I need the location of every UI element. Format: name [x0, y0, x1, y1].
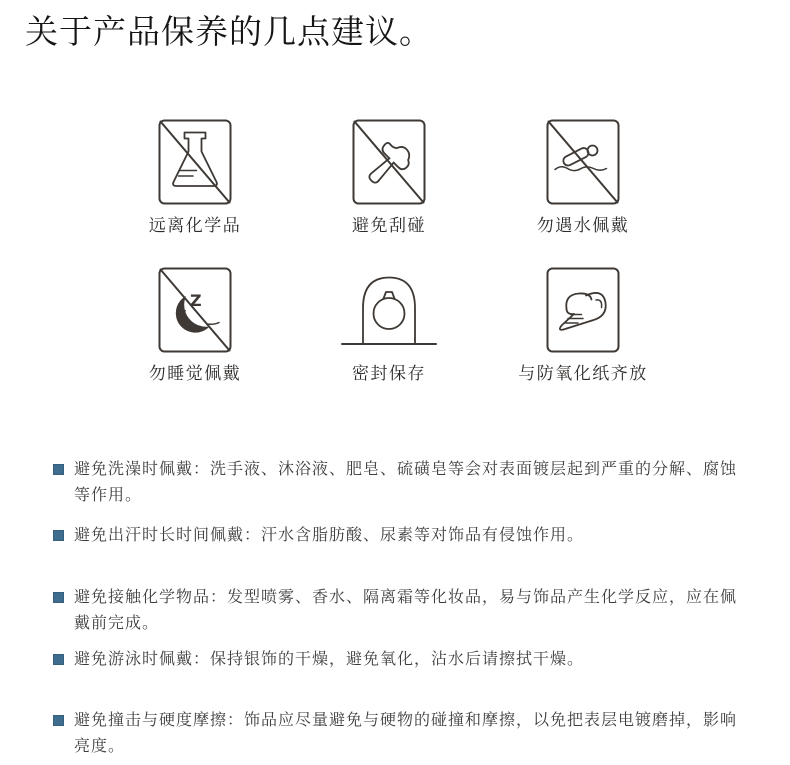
care-icon-cell-antioxidation-paper	[486, 267, 680, 384]
care-icon-label: 避免刮碰	[352, 216, 426, 235]
care-icon-label: 与防氧化纸齐放	[518, 364, 648, 383]
no-water-wear-icon	[546, 119, 620, 205]
care-note-text: 避免洗澡时佩戴：洗手液、沐浴液、肥皂、硫磺皂等会对表面镀层起到严重的分解、腐蚀等作用。	[74, 461, 738, 504]
no-scratch-icon	[352, 119, 426, 205]
care-icon-label: 密封保存	[352, 364, 426, 383]
care-icon-cell-no-water	[486, 119, 680, 236]
care-icon-cell-no-scratch	[292, 119, 486, 236]
care-note	[53, 647, 743, 673]
care-icon-grid	[98, 119, 680, 384]
bullet-square-icon	[53, 715, 64, 726]
no-sleep-wear-icon	[158, 267, 232, 353]
care-icon-label: 远离化学品	[148, 216, 242, 235]
page-title: 关于产品保养的几点建议。	[25, 13, 433, 50]
sleep-z-small-glyph: z	[181, 308, 187, 318]
care-note	[53, 523, 743, 549]
care-icon-cell-no-chemicals	[98, 119, 292, 236]
care-notes-list	[53, 457, 743, 760]
care-note	[53, 585, 743, 637]
sealed-storage-icon	[339, 267, 439, 353]
no-chemicals-icon	[158, 119, 232, 205]
bullet-square-icon	[53, 530, 64, 541]
care-note-text: 避免出汗时长时间佩戴：汗水含脂肪酸、尿素等对饰品有侵蚀作用。	[74, 527, 585, 544]
care-note-text: 避免撞击与硬度摩擦：饰品应尽量避免与硬物的碰撞和摩擦，以免把表层电镀磨掉，影响亮度。	[74, 712, 738, 755]
care-note	[53, 457, 743, 509]
bullet-square-icon	[53, 592, 64, 603]
care-icon-cell-no-sleep	[98, 267, 292, 384]
care-icon-label: 勿睡觉佩戴	[148, 364, 242, 383]
sleep-z-glyph: Z	[190, 291, 202, 310]
care-icon-cell-sealed	[292, 267, 486, 384]
bullet-square-icon	[53, 464, 64, 475]
care-icon-label: 勿遇水佩戴	[536, 216, 630, 235]
care-note-text: 避免接触化学物品：发型喷雾、香水、隔离霜等化妆品，易与饰品产生化学反应，应在佩戴前完成。	[74, 589, 738, 632]
bullet-square-icon	[53, 654, 64, 665]
anti-oxidation-paper-icon	[546, 267, 620, 353]
care-note	[53, 708, 743, 760]
care-note-text: 避免游泳时佩戴：保持银饰的干燥，避免氧化，沾水后请擦拭干燥。	[74, 651, 585, 668]
